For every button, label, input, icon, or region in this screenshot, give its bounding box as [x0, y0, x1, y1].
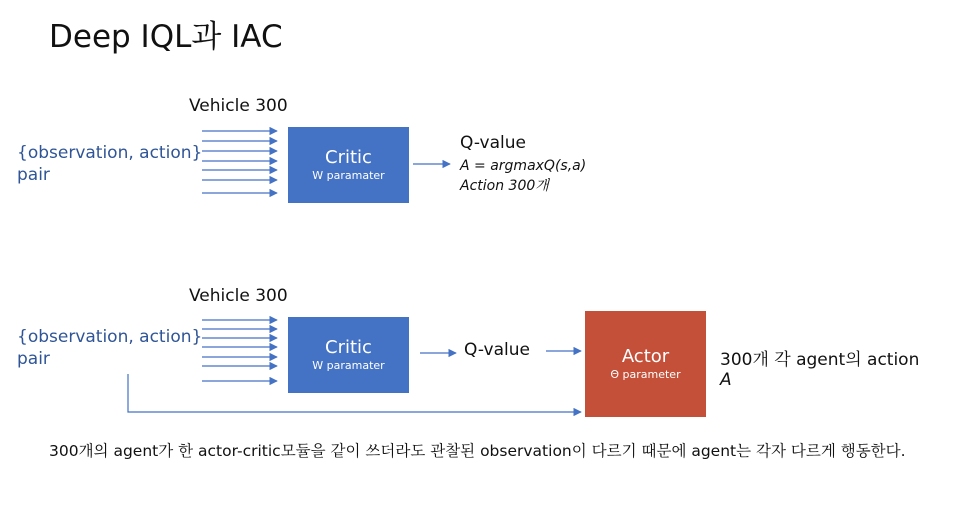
actor-box	[585, 311, 706, 417]
qvalue-label: Q-value	[460, 133, 526, 153]
input-label	[17, 326, 202, 370]
footer-description: 300개의 agent가 한 actor-critic모듈을 같이 쓰더라도 관찰된 observation이 다르기 때문에 agent는 각자 다르게 행동한다.	[49, 442, 906, 460]
actor-output-line1: 300개 각 agent의 action	[720, 350, 920, 370]
argmax-formula: A = argmaxQ(s,a)	[460, 158, 587, 174]
critic-box	[288, 317, 409, 393]
critic-title: Critic	[325, 337, 372, 358]
vehicle-label: Vehicle 300	[189, 286, 288, 306]
actor-output-line2: A	[720, 370, 732, 390]
qvalue-label: Q-value	[464, 340, 530, 360]
critic-subtitle: W paramater	[312, 359, 385, 372]
critic-subtitle: W paramater	[312, 169, 385, 182]
actor-title: Actor	[621, 346, 670, 367]
critic-box	[288, 127, 409, 203]
input-label-line1: {observation, action}	[17, 327, 203, 347]
action-count-label: Action 300개	[460, 178, 549, 194]
input-label	[17, 142, 202, 186]
vehicle-label: Vehicle 300	[189, 96, 288, 116]
input-label-line1: {observation, action}	[17, 143, 203, 163]
input-label-line2: pair	[17, 165, 50, 185]
critic-title: Critic	[325, 147, 372, 168]
actor-output-label	[720, 345, 919, 390]
actor-subtitle: Θ parameter	[610, 368, 681, 381]
page-title: Deep IQL과 IAC	[49, 19, 283, 55]
input-label-line2: pair	[17, 349, 50, 369]
